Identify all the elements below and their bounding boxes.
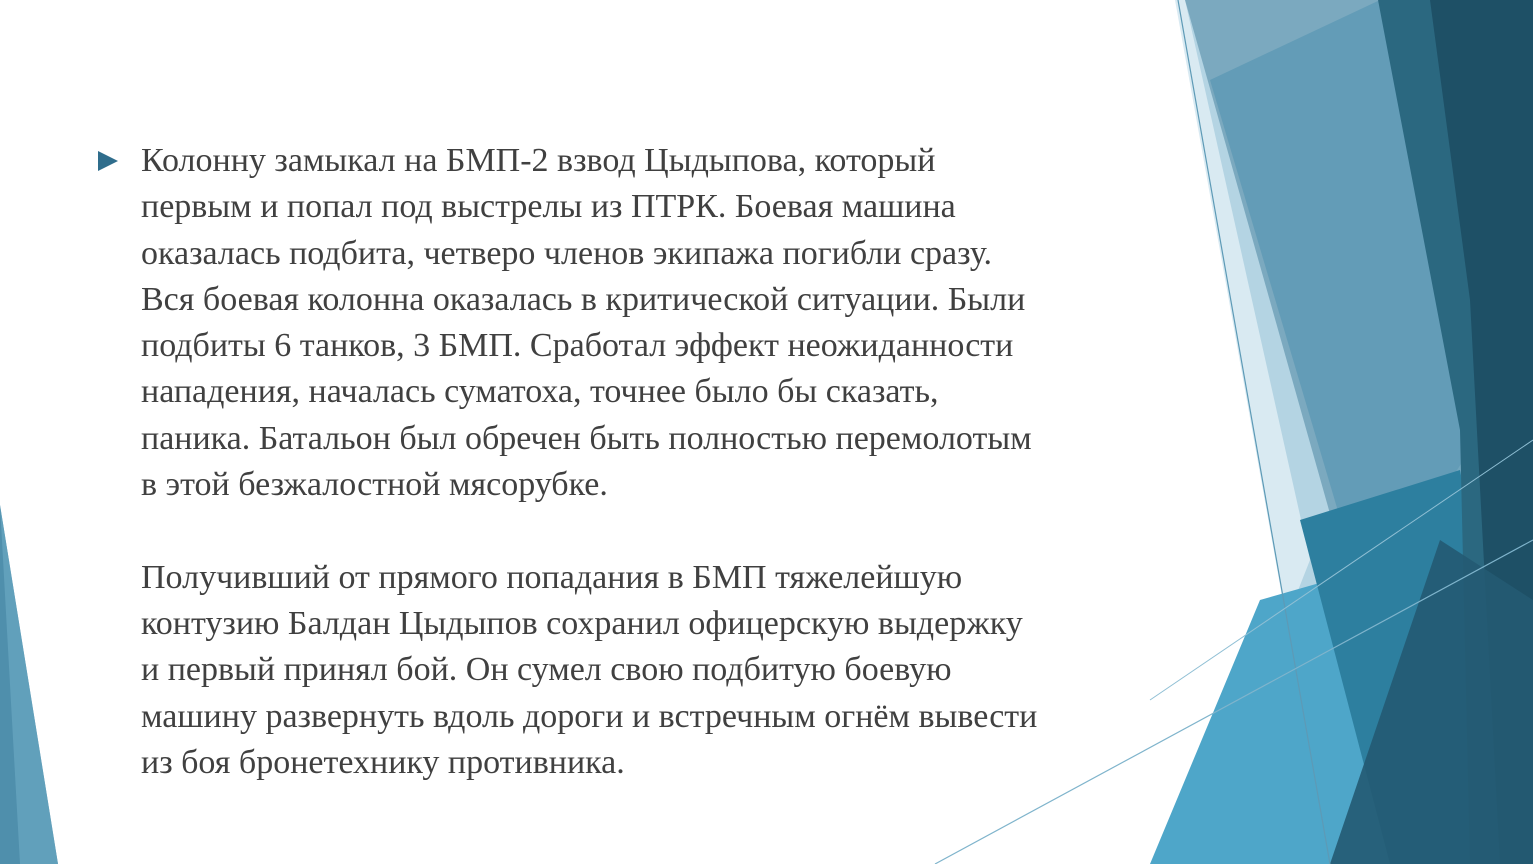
bullet-arrow-icon (98, 151, 118, 171)
slide-content (98, 138, 1158, 786)
text-body (141, 138, 1158, 786)
paragraph-2: Получивший от прямого попадания в БМП тяжелейшую контузию Балдан Цыдыпов сохранил офицерскую выдержку и первый принял бой. Он сумел свою подбитую боевую машину развернуть вдоль дороги и встречным огнём вывести из боя бронетехнику противника. (141, 558, 1038, 781)
paragraph-1: Колонну замыкал на БМП-2 взвод Цыдыпова, который первым и попал под выстрелы из ПТРК. Боевая машина оказалась подбита, четверо членов экипажа погибли сразу. Вся боевая колонна оказалась в критической ситуации. Были подбиты 6 танков, 3 БМП. Сработал эффект неожиданности нападения, началась суматоха, точнее было бы сказать, паника. Батальон был обречен быть полностью перемолотым в этой безжалостной мясорубке. (141, 142, 1032, 504)
